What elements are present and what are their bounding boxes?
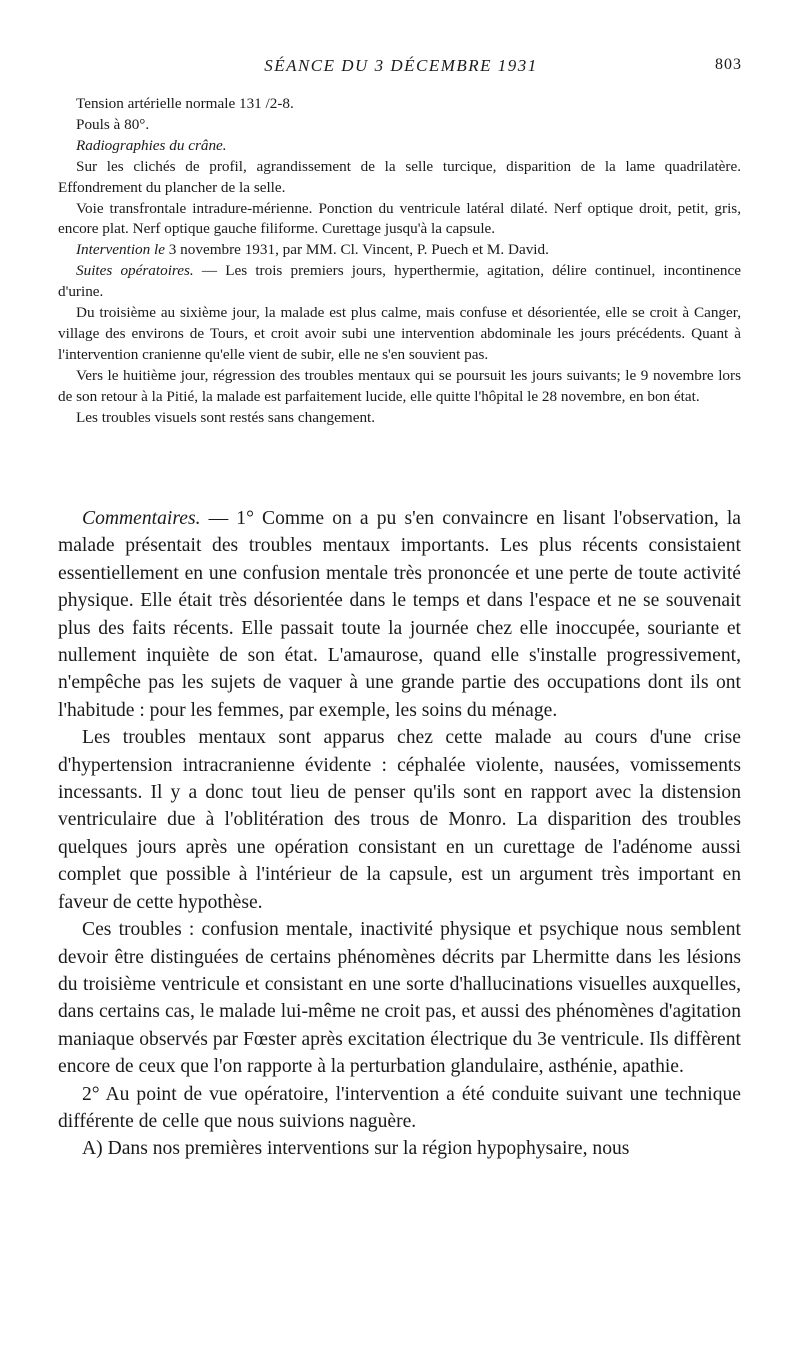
radiographies-paragraph: Sur les clichés de profil, agrandissement de la selle turcique, disparition de la lame quadrilatère. Effondrement du plancher de la selle.	[58, 157, 741, 196]
troubles-visuels-paragraph: Les troubles visuels sont restés sans changement.	[76, 408, 376, 426]
running-title: SÉANCE DU 3 DÉCEMBRE 1931	[264, 56, 538, 75]
running-head	[60, 56, 742, 84]
observation-section	[58, 94, 741, 429]
commentaires-paragraph-1: Commentaires. — 1° Comme on a pu s'en convaincre en lisant l'observation, la malade présentait des troubles mentaux importants. Les plus récents consistaient essentiellement en une confusion mentale très prononcée et une perte de toute activité physique. Elle était très désorientée dans le temps et dans l'espace et ne se souvenait plus des faits récents. Elle passait toute la journée chez elle inoccupée, souriante et nullement inquiète de son état. L'amaurose, quand elle s'installe progressivement, n'empêche pas les sujets de vaquer à une grande partie des occupations dont ils ont l'habitude : pour les femmes, par exemple, les soins du ménage.	[58, 508, 741, 721]
huitieme-jour-paragraph: Vers le huitième jour, régression des troubles mentaux qui se poursuit les jours suivants; le 9 novembre lors de son retour à la Pitié, la malade est parfaitement lucide, elle quitte l'hôpital le 28 novembre, en bon état.	[58, 366, 741, 405]
commentaires-paragraph-2: Les troubles mentaux sont apparus chez cette malade au cours d'une crise d'hypertension intracranienne évidente : céphalée violente, nausées, vomissements incessants. Il y a donc tout lieu de penser qu'ils sont en rapport avec la distension ventriculaire due à l'oblitération des trous de Monro. La disparition des troubles quelques jours après une opération consistant en un curettage de l'adénome aussi complet que possible à l'intérieur de la capsule, est un argument très important en faveur de cette hypothèse.	[58, 727, 741, 913]
voie-paragraph: Voie transfrontale intradure-mérienne. Ponction du ventricule latéral dilaté. Nerf optique droit, petit, gris, encore plat. Nerf optique gauche filiforme. Curettage jusqu'à la capsule.	[58, 199, 741, 238]
commentaires-paragraph-5: A) Dans nos premières interventions sur la région hypophysaire, nous	[82, 1138, 630, 1160]
suites-paragraph: Suites opératoires. — Les trois premiers jours, hyperthermie, agitation, délire continuel, incontinence d'urine.	[58, 262, 741, 301]
pouls-line: Pouls à 80°.	[76, 115, 150, 133]
intervention-paragraph: Intervention le 3 novembre 1931, par MM. Cl. Vincent, P. Puech et M. David.	[76, 241, 549, 259]
radiographies-heading: Radiographies du crâne.	[76, 136, 227, 154]
tension-line: Tension artérielle normale 131 /2-8.	[76, 95, 294, 112]
page-number: 803	[715, 56, 742, 73]
troisieme-jour-paragraph: Du troisième au sixième jour, la malade est plus calme, mais confuse et désorientée, elle se croit à Canger, village des environs de Tours, et croit avoir subi une intervention abdominale les jours précédents. Quant à l'intervention cranienne qu'elle vient de subir, elle ne s'en souvient pas.	[58, 304, 741, 363]
commentaires-paragraph-4: 2° Au point de vue opératoire, l'intervention a été conduite suivant une technique différente de celle que nous suivions naguère.	[58, 1083, 741, 1132]
commentaires-paragraph-3: Ces troubles : confusion mentale, inactivité physique et psychique nous semblent devoir être distinguées de certains phénomènes décrits par Lhermitte dans les lésions du troisième ventricule et consistant en une sorte d'hallucinations visuelles auxquelles, dans certains cas, le malade lui-même ne croit pas, et aussi des phénomènes d'agitation maniaque observés par Fœster après excitation électrique du 3e ventricule. Ils diffèrent encore de ceux que l'on rapporte à la perturbation glandulaire, asthénie, apathie.	[58, 919, 741, 1078]
commentaires-section	[58, 505, 741, 1163]
